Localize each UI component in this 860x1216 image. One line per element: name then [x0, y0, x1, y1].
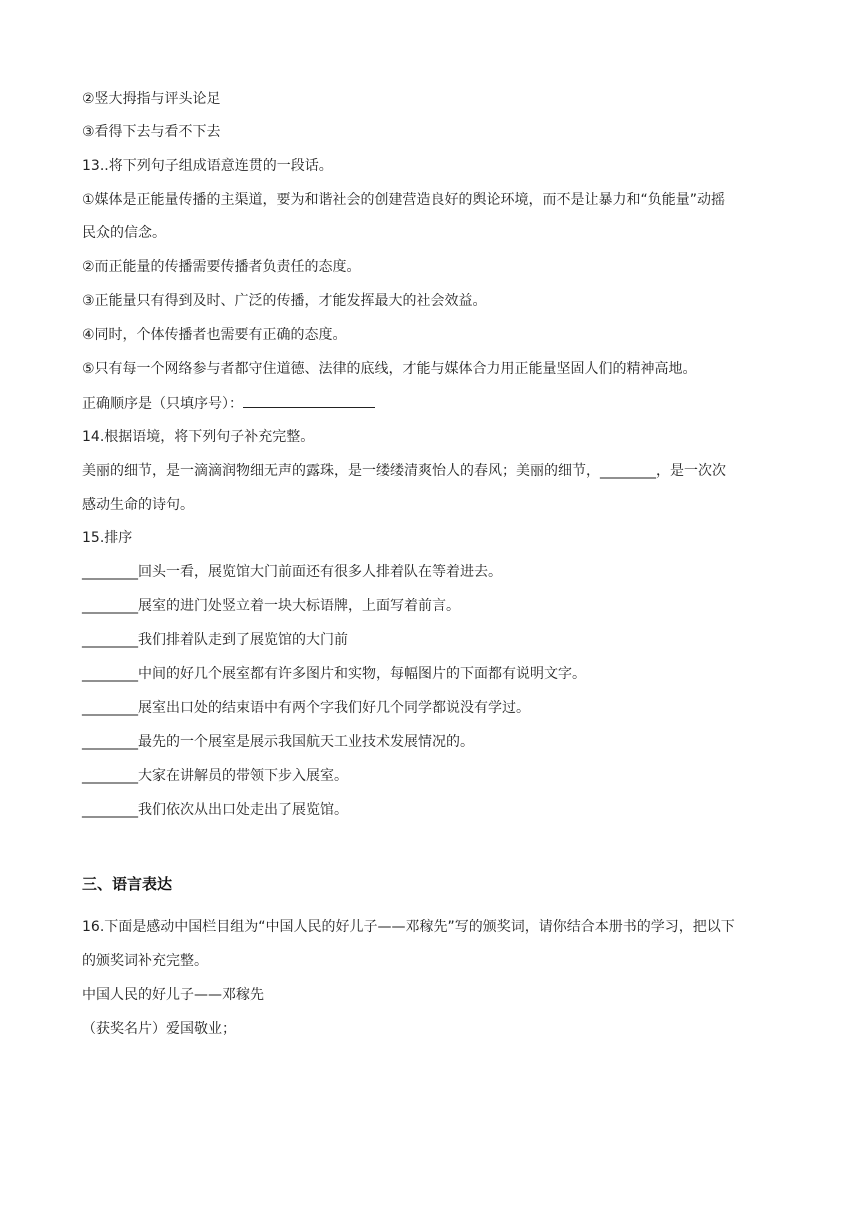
- q13-answer-line: [82, 393, 800, 414]
- q14-line-1: 美丽的细节，是一滴滴润物细无声的露珠，是一缕缕清爽怡人的春风；美丽的细节，________，是一次次: [82, 463, 726, 479]
- q13-stem: 13..将下列句子组成语意连贯的一段话。: [82, 158, 333, 174]
- q13-sentence-3: ③正能量只有得到及时、广泛的传播，才能发挥最大的社会效益。: [82, 293, 487, 309]
- q15-item: ________回头一看，展览馆大门前面还有很多人排着队在等着进去。: [82, 564, 502, 580]
- q13-answer-blank[interactable]: [243, 393, 375, 408]
- q16-line-2: 的颁奖词补充完整。: [82, 953, 208, 969]
- q15-item: ________我们依次从出口处走出了展览馆。: [82, 802, 348, 818]
- q13-sentence-5: ⑤只有每一个网络参与者都守住道德、法律的底线，才能与媒体合力用正能量坚固人们的精神高地。: [82, 361, 697, 377]
- q13-sentence-4: ④同时，个体传播者也需要有正确的态度。: [82, 327, 347, 343]
- q16-line-1: 16.下面是感动中国栏目组为“中国人民的好儿子——邓稼先”写的颁奖词，请你结合本册书的学习，把以下: [82, 919, 735, 935]
- q13-sentence-1-line-1: ①媒体是正能量传播的主渠道，要为和谐社会的创建营造良好的舆论环境，而不是让暴力和“负能量”动摇: [82, 192, 726, 208]
- section-heading: 三、语言表达: [82, 875, 173, 893]
- q15-item: ________展室的进门处竖立着一块大标语牌，上面写着前言。: [82, 598, 460, 614]
- q16-line-3: 中国人民的好儿子——邓稼先: [82, 987, 264, 1003]
- q12-option-2: ②竖大拇指与评头论足: [82, 91, 221, 107]
- q12-option-3: ③看得下去与看不下去: [82, 124, 221, 140]
- q13-sentence-1-line-2: 民众的信念。: [82, 225, 166, 241]
- q15-item: ________最先的一个展室是展示我国航天工业技术发展情况的。: [82, 734, 474, 750]
- q15-item: ________中间的好几个展室都有许多图片和实物，每幅图片的下面都有说明文字。: [82, 666, 586, 682]
- q14-stem: 14.根据语境，将下列句子补充完整。: [82, 429, 315, 445]
- q15-item: ________展室出口处的结束语中有两个字我们好几个同学都说没有学过。: [82, 700, 530, 716]
- q15-item: ________我们排着队走到了展览馆的大门前: [82, 632, 348, 648]
- q15-item: ________大家在讲解员的带领下步入展室。: [82, 768, 348, 784]
- q13-answer-label: 正确顺序是（只填序号）：: [82, 396, 243, 412]
- q14-line-2: 感动生命的诗句。: [82, 497, 194, 513]
- q15-stem: 15.排序: [82, 530, 133, 546]
- q16-line-4: （获奖名片）爱国敬业；: [82, 1021, 236, 1037]
- q13-sentence-2: ②而正能量的传播需要传播者负责任的态度。: [82, 259, 361, 275]
